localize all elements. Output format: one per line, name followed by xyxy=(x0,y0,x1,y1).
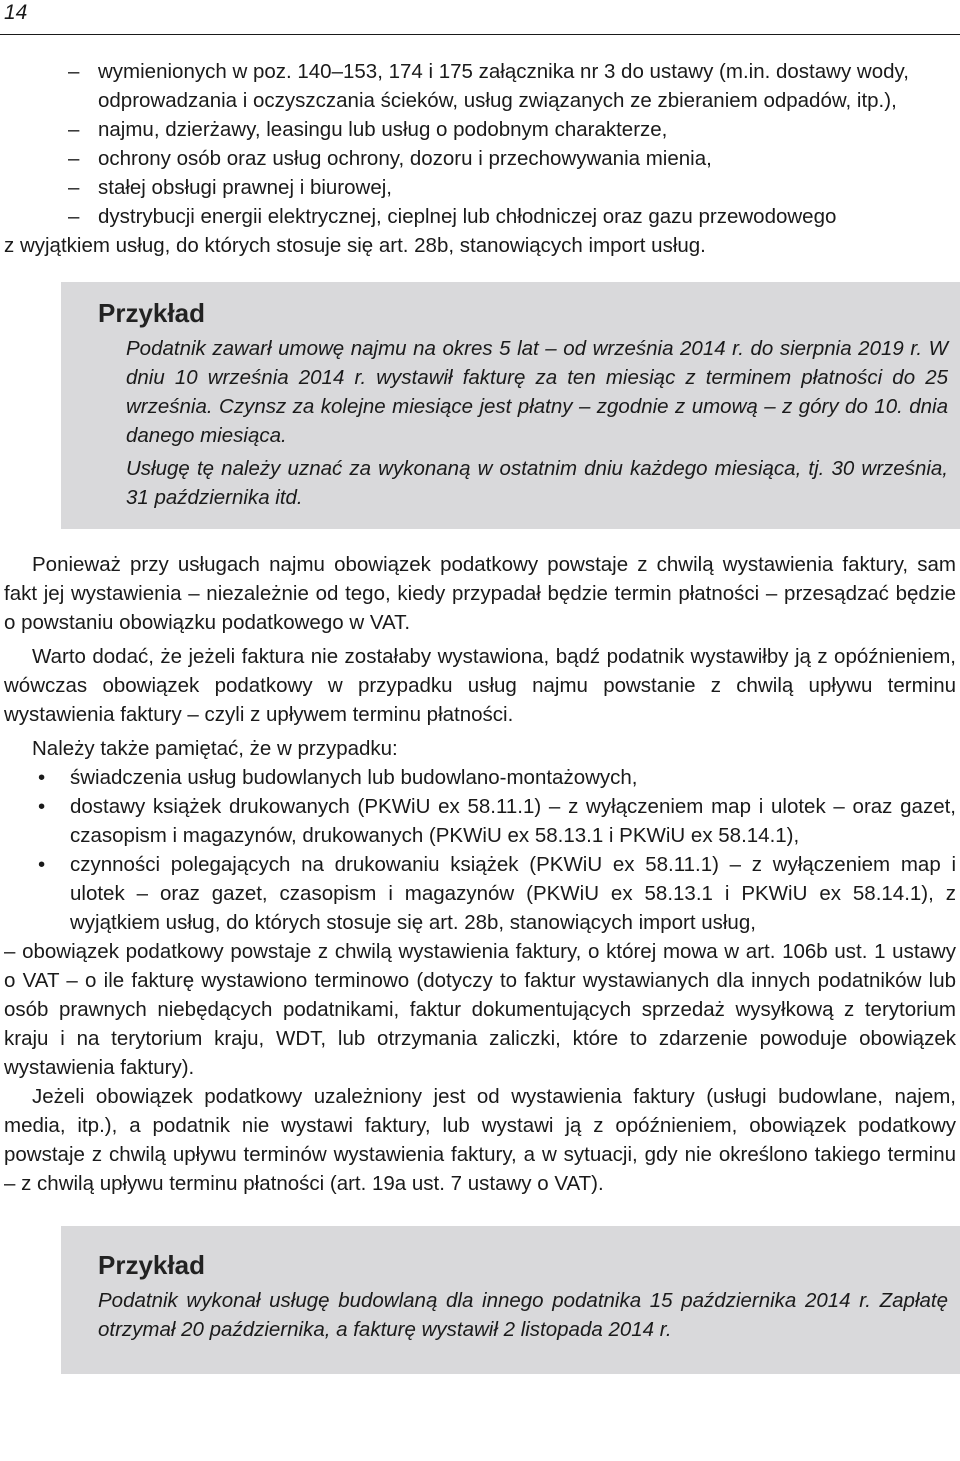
dash-list-item-text: ochrony osób oraz usług ochrony, dozoru i przechowywania mienia, xyxy=(98,147,712,170)
bullet-marker: • xyxy=(38,853,46,876)
body-paragraph: Należy także pamiętać, że w przypadku: xyxy=(32,737,398,760)
bullet-marker: • xyxy=(38,795,46,818)
example-text xyxy=(98,334,948,512)
dash-list-conclusion: z wyjątkiem usług, do których stosuje się art. 28b, stanowiących import usług. xyxy=(4,234,706,257)
example-paragraph: Usługę tę należy uznać za wykonaną w ostatnim dniu każdego miesiąca, tj. 30 września, 31 października itd. xyxy=(126,457,948,509)
dash-list-item xyxy=(4,202,956,231)
bullet-list-item-text: czynności polegających na drukowaniu książek (PKWiU ex 58.11.1) – z wyłączeniem map i ulotek – oraz gazet, czasopism i magazynów (PKWiU ex 58.13.1 i PKWiU ex 58.14.1), z wyjątkiem usług, do których stosuje się art. 28b, stanowiących import usług, xyxy=(70,853,956,934)
bullet-list-item-text: świadczenia usług budowlanych lub budowlano-montażowych, xyxy=(70,766,638,789)
dash-list-item-text: wymienionych w poz. 140–153, 174 i 175 załącznika nr 3 do ustawy (m.in. dostawy wody, odprowadzania i oczyszczania ścieków, usług związanych ze zbieraniem odpadów, itp.), xyxy=(98,60,909,112)
page-content xyxy=(4,57,956,1374)
dash-list-item-text: najmu, dzierżawy, leasingu lub usług o podobnym charakterze, xyxy=(98,118,668,141)
example-title: Przykład xyxy=(98,1250,205,1280)
example-box xyxy=(61,1226,960,1374)
body-paragraph: Warto dodać, że jeżeli faktura nie zostałaby wystawiona, bądź podatnik wystawiłby ją z opóźnieniem, wówczas obowiązek podatkowy w przypadku usług najmu powstanie z chwilą upływu terminu wystawienia faktury – czyli z upływem terminu płatności. xyxy=(4,645,956,726)
body-paragraph: Ponieważ przy usługach najmu obowiązek podatkowy powstaje z chwilą wystawienia faktury, sam fakt jej wystawienia – niezależnie od tego, kiedy przypadał będzie termin płatności – przesądzać będzie o powstaniu obowiązku podatkowego w VAT. xyxy=(4,553,956,634)
dash-marker: – xyxy=(68,205,80,228)
dash-marker: – xyxy=(68,60,80,83)
bullet-list-item xyxy=(4,763,956,792)
body-paragraph: – obowiązek podatkowy powstaje z chwilą wystawienia faktury, o której mowa w art. 106b ust. 1 ustawy o VAT – o ile fakturę wystawiono terminowo (dotyczy to faktur wystawianych dla innych podatników lub osób prawnych niebędących podatnikami, faktur dokumentujących sprzedaż wysyłkową z terytorium kraju i na terytorium kraju, WDT, lub otrzymania zaliczki, które to zdarzenie powoduje obowiązek wystawienia faktury). xyxy=(4,940,956,1079)
bullet-list xyxy=(4,763,956,937)
example-paragraph: Podatnik wykonał usługę budowlaną dla innego podatnika 15 października 2014 r. Zapłatę otrzymał 20 października, a fakturę wystawił 2 listopada 2014 r. xyxy=(98,1289,948,1341)
body-paragraph: Jeżeli obowiązek podatkowy uzależniony jest od wystawienia faktury (usługi budowlane, najem, media, itp.), a podatnik nie wystawi faktury, lub wystawi ją z opóźnieniem, obowiązek podatkowy powstaje z chwilą upływu terminów wystawienia faktury, a w sytuacji, gdy nie określono takiego terminu – z chwilą upływu terminu płatności (art. 19a ust. 7 ustawy o VAT). xyxy=(4,1085,956,1195)
bullet-list-item xyxy=(4,850,956,937)
bullet-list-item-text: dostawy książek drukowanych (PKWiU ex 58.11.1) – z wyłączeniem map i ulotek – oraz gazet, czasopism i magazynów, drukowanych (PKWiU ex 58.13.1 i PKWiU ex 58.14.1), xyxy=(70,795,956,847)
dash-marker: – xyxy=(68,176,80,199)
dash-list-item-text: dystrybucji energii elektrycznej, cieplnej lub chłodniczej oraz gazu przewodowego xyxy=(98,205,837,228)
body-text xyxy=(4,550,956,1198)
bullet-marker: • xyxy=(38,766,46,789)
dash-list xyxy=(4,57,956,231)
page-number: 14 xyxy=(4,1,28,24)
dash-marker: – xyxy=(68,147,80,170)
example-box xyxy=(61,282,960,529)
dash-list-item xyxy=(4,173,956,202)
example-title: Przykład xyxy=(98,298,205,328)
dash-marker: – xyxy=(68,118,80,141)
dash-list-item xyxy=(4,144,956,173)
example-text xyxy=(98,1286,948,1344)
bullet-list-item xyxy=(4,792,956,850)
header-rule xyxy=(0,34,960,35)
dash-list-item xyxy=(4,115,956,144)
dash-list-item-text: stałej obsługi prawnej i biurowej, xyxy=(98,176,392,199)
dash-list-item xyxy=(4,57,956,115)
example-paragraph: Podatnik zawarł umowę najmu na okres 5 lat – od września 2014 r. do sierpnia 2019 r. W dniu 10 września 2014 r. wystawił fakturę za ten miesiąc z terminem płatności do 25 września. Czynsz za kolejne miesiące jest płatny – zgodnie z umową – z góry do 10. dnia danego miesiąca. xyxy=(126,337,948,447)
